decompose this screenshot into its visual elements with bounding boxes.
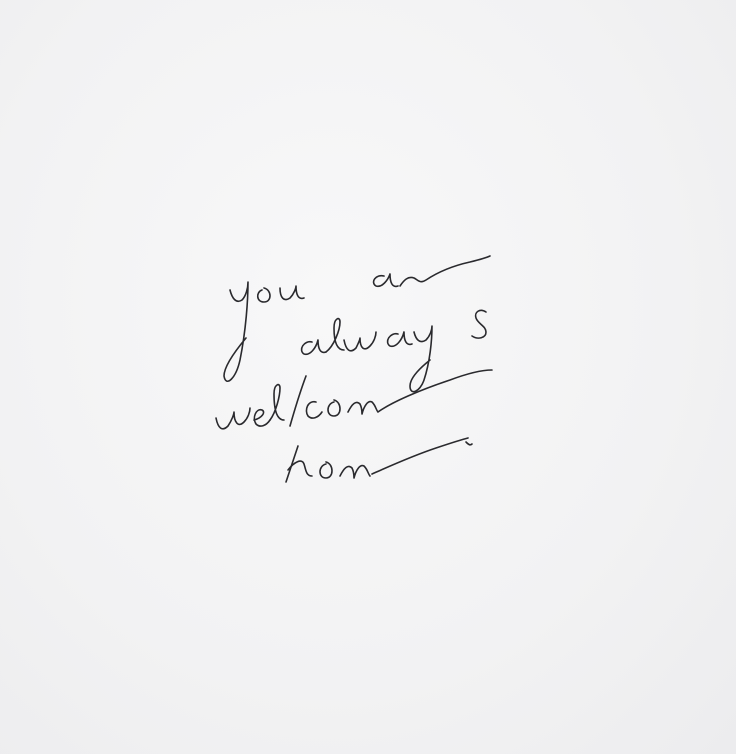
handwritten-line-you-are <box>224 256 490 381</box>
handwritten-line-always <box>302 310 486 391</box>
handwritten-line-home <box>286 438 472 482</box>
handwritten-line-welcome <box>216 370 492 429</box>
